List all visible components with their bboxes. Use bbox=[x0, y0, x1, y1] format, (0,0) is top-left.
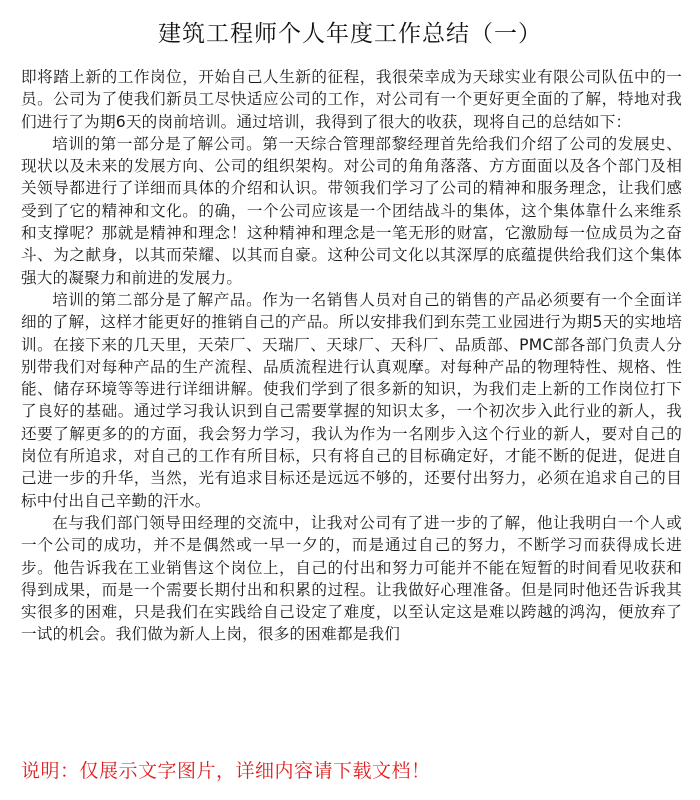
document-title: 建筑工程师个人年度工作总结（一） bbox=[158, 21, 542, 47]
download-notice: 说明：仅展示文字图片，详细内容请下载文档！ bbox=[21, 760, 431, 782]
paragraph-intro: 即将踏上新的工作岗位，开始自己人生新的征程，我很荣幸成为天球实业有限公司队伍中的一员。公司为了使我们新员工尽快适应公司的工作，对公司有一个更好更全面的了解，特地对我们进行了为期6天的岗前培训。通过培训，我得到了很大的收获，现将自己的总结如下： bbox=[21, 68, 682, 131]
paragraph-manager: 在与我们部门领导田经理的交流中，让我对公司有了进一步的了解，他让我明白一个人或一个公司的成功，并不是偶然或一早一夕的，而是通过自己的努力，不断学习而获得成长进步。他告诉我在工业销售这个岗位上，自己的付出和努力可能并不能在短暂的时间看见收获和得到成果，而是一个需要长期付出和积累的过程。让我做好心理准备。但是同时他还告诉我其实很多的困难，只是我们在实践给自己设定了难度，以至认定这是难以跨越的鸿沟，便放弃了一试的机会。我们做为新人上岗，很多的困难都是我们 bbox=[21, 513, 682, 644]
paragraph-company: 培训的第一部分是了解公司。第一天综合管理部黎经理首先给我们介绍了公司的发展史、现状以及未来的发展方向、公司的组织架构。对公司的角角落落、方方面面以及各个部门及相关领导都进行了详细而具体的介绍和认识。带领我们学习了公司的精神和服务理念，让我们感受到了它的精神和文化。的确，一个公司应该是一个团结战斗的集体，这个集体靠什么来维系和支撑呢？那就是精神和理念！这种精神和理念是一笔无形的财富，它激励每一位成员为之奋斗、为之献身，以其而荣耀、以其而自豪。这种公司文化以其深厚的底蕴提供给我们这个集体强大的凝聚力和前进的发展力。 bbox=[21, 134, 682, 287]
document-body bbox=[21, 66, 682, 646]
paragraph-product: 培训的第二部分是了解产品。作为一名销售人员对自己的销售的产品必须要有一个全面详细的了解，这样才能更好的推销自己的产品。所以安排我们到东莞工业园进行为期5天的实地培训。在接下来的几天里，天荣厂、天瑞厂、天球厂、天科厂、品质部、PMC部各部门负责人分别带我们对每种产品的生产流程、品质流程进行认真观摩。对每种产品的物理特性、规格、性能、储存环境等等进行详细讲解。使我们学到了很多新的知识，为我们走上新的工作岗位打下了良好的基础。通过学习我认识到自己需要掌握的知识太多，一个初次步入此行业的新人，我还要了解更多的的方面，我会努力学习，我认为作为一名刚步入这个行业的新人，要对自己的岗位有所追求，对自己的工作有所目标，只有将自己的目标确定好，才能不断的促进，促进自己进一步的升华，当然，光有追求目标还是远远不够的，还要付出努力，必须在追求自己的目标中付出自己辛勤的汗水。 bbox=[21, 290, 682, 510]
